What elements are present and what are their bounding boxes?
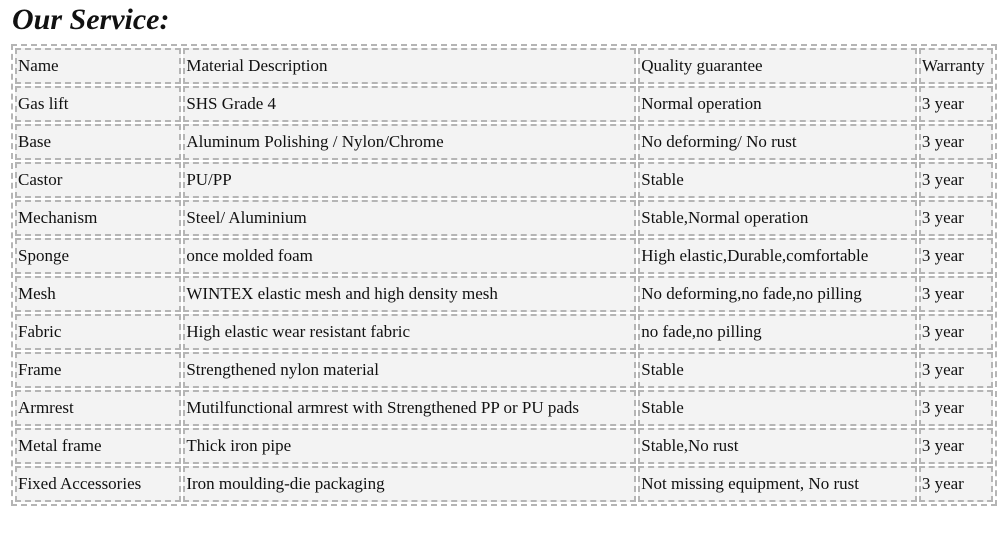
column-header-warranty: Warranty <box>919 48 993 84</box>
table-row <box>15 124 993 160</box>
cell-warranty: 3 year <box>919 314 993 350</box>
table-row <box>15 86 993 122</box>
table-row <box>15 466 993 502</box>
cell-quality-guarantee: Stable,Normal operation <box>638 200 917 236</box>
cell-quality-guarantee: Normal operation <box>638 86 917 122</box>
cell-warranty: 3 year <box>919 428 993 464</box>
table-row <box>15 162 993 198</box>
service-table-body <box>15 48 993 502</box>
cell-quality-guarantee: Not missing equipment, No rust <box>638 466 917 502</box>
cell-warranty: 3 year <box>919 276 993 312</box>
cell-material-description: Steel/ Aluminium <box>183 200 636 236</box>
column-header-quality-guarantee: Quality guarantee <box>638 48 917 84</box>
table-row <box>15 428 993 464</box>
cell-quality-guarantee: no fade,no pilling <box>638 314 917 350</box>
cell-quality-guarantee: No deforming,no fade,no pilling <box>638 276 917 312</box>
column-header-name: Name <box>15 48 181 84</box>
cell-name: Mechanism <box>15 200 181 236</box>
page-title: Our Service: <box>12 3 170 36</box>
cell-quality-guarantee: High elastic,Durable,comfortable <box>638 238 917 274</box>
cell-material-description: SHS Grade 4 <box>183 86 636 122</box>
cell-quality-guarantee: Stable <box>638 390 917 426</box>
cell-warranty: 3 year <box>919 390 993 426</box>
cell-material-description: Strengthened nylon material <box>183 352 636 388</box>
cell-material-description: once molded foam <box>183 238 636 274</box>
cell-name: Sponge <box>15 238 181 274</box>
cell-name: Metal frame <box>15 428 181 464</box>
cell-warranty: 3 year <box>919 466 993 502</box>
cell-warranty: 3 year <box>919 162 993 198</box>
table-row <box>15 238 993 274</box>
table-row <box>15 352 993 388</box>
cell-name: Castor <box>15 162 181 198</box>
table-header-row <box>15 48 993 84</box>
cell-warranty: 3 year <box>919 124 993 160</box>
column-header-material-description: Material Description <box>183 48 636 84</box>
cell-name: Base <box>15 124 181 160</box>
cell-name: Mesh <box>15 276 181 312</box>
cell-quality-guarantee: Stable <box>638 162 917 198</box>
cell-material-description: Aluminum Polishing / Nylon/Chrome <box>183 124 636 160</box>
cell-name: Fabric <box>15 314 181 350</box>
cell-quality-guarantee: Stable,No rust <box>638 428 917 464</box>
cell-material-description: WINTEX elastic mesh and high density mesh <box>183 276 636 312</box>
table-row <box>15 314 993 350</box>
cell-name: Frame <box>15 352 181 388</box>
cell-warranty: 3 year <box>919 86 993 122</box>
cell-material-description: PU/PP <box>183 162 636 198</box>
table-row <box>15 200 993 236</box>
cell-warranty: 3 year <box>919 238 993 274</box>
cell-name: Gas lift <box>15 86 181 122</box>
cell-material-description: Thick iron pipe <box>183 428 636 464</box>
cell-material-description: Mutilfunctional armrest with Strengthened PP or PU pads <box>183 390 636 426</box>
service-table <box>11 44 997 506</box>
table-row <box>15 390 993 426</box>
cell-quality-guarantee: No deforming/ No rust <box>638 124 917 160</box>
cell-material-description: High elastic wear resistant fabric <box>183 314 636 350</box>
cell-name: Armrest <box>15 390 181 426</box>
cell-material-description: Iron moulding-die packaging <box>183 466 636 502</box>
cell-warranty: 3 year <box>919 200 993 236</box>
cell-warranty: 3 year <box>919 352 993 388</box>
table-row <box>15 276 993 312</box>
cell-name: Fixed Accessories <box>15 466 181 502</box>
cell-quality-guarantee: Stable <box>638 352 917 388</box>
